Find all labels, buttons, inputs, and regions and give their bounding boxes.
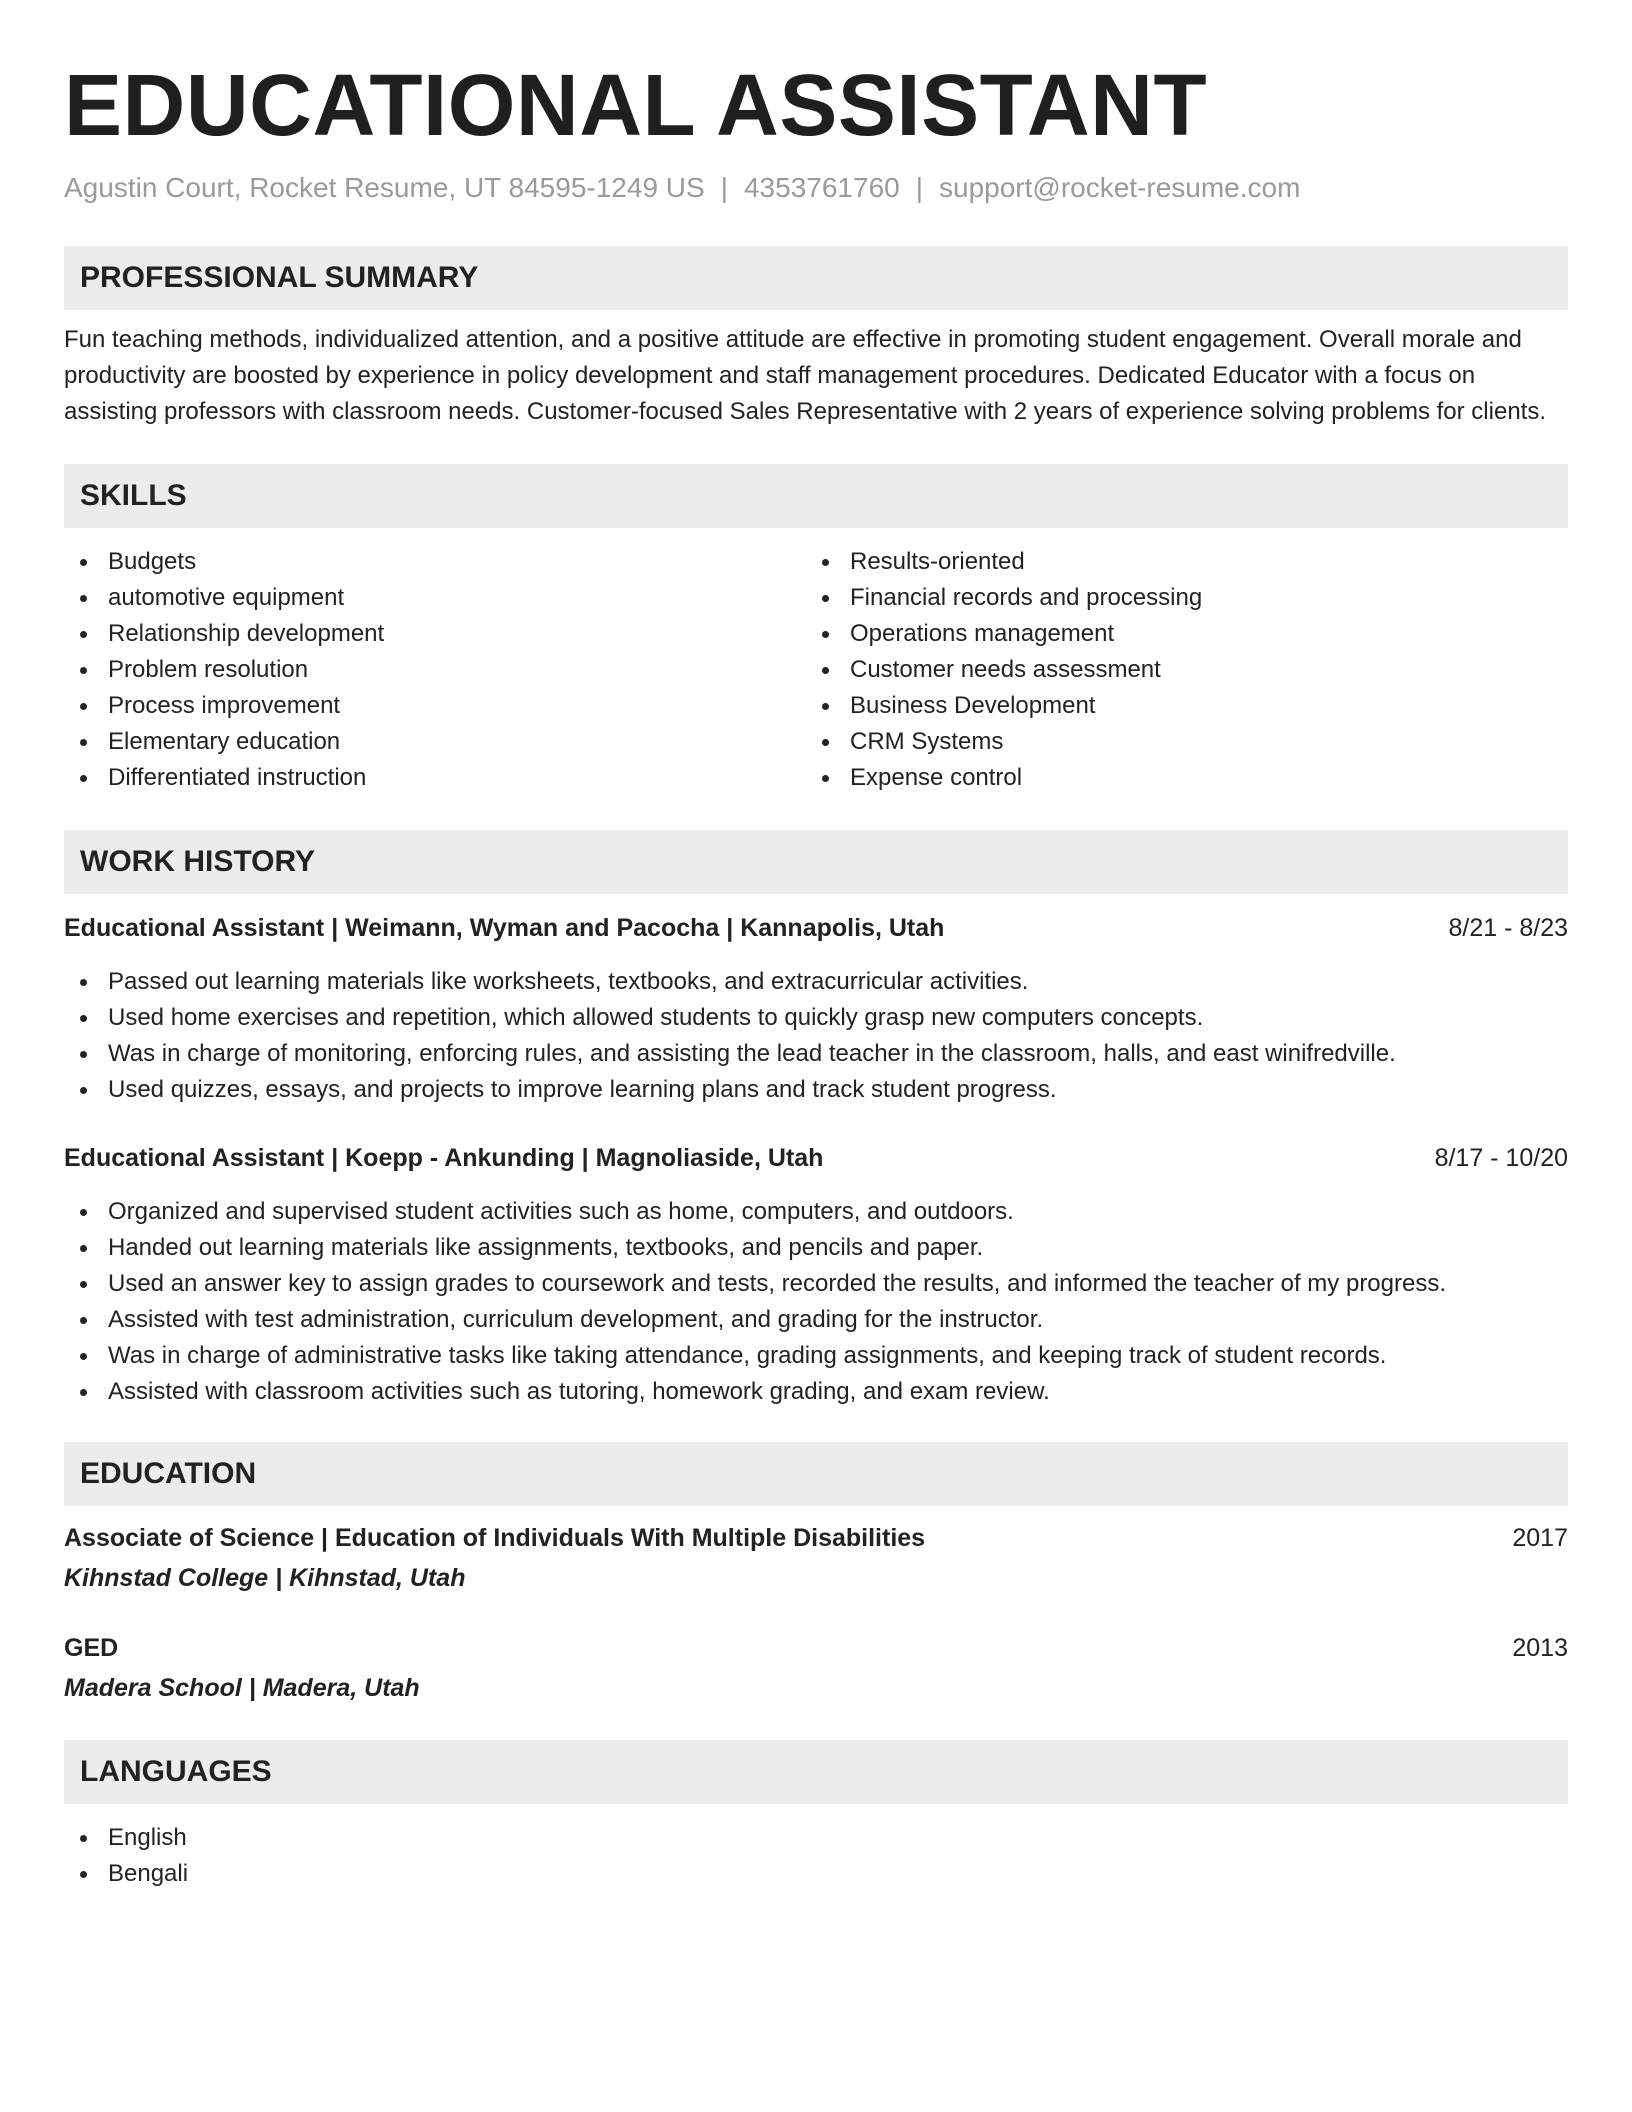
summary-text: Fun teaching methods, individualized attention, and a positive attitude are effective in promoting student engagement. Overall morale and productivity are boosted by experience in policy development and staff management procedures. Dedicated Educator with a focus on assisting professors with classroom needs. Customer-focused Sales Representative with 2 years of experience solving problems for clients. xyxy=(64,326,1546,425)
skills-column-right xyxy=(806,544,1548,796)
job-bullet: Organized and supervised student activities such as home, computers, and outdoors. xyxy=(64,1194,1568,1230)
skill-item: Financial records and processing xyxy=(806,580,1548,616)
skill-item: Budgets xyxy=(64,544,806,580)
education-year: 2017 xyxy=(1512,1524,1568,1552)
job-bullet: Used an answer key to assign grades to coursework and tests, recorded the results, and informed the teacher of my progress. xyxy=(64,1266,1568,1302)
contact-line xyxy=(64,170,1568,206)
education-header xyxy=(64,1520,1568,1556)
job-title: Educational Assistant | Weimann, Wyman and Pacocha | Kannapolis, Utah xyxy=(64,914,945,942)
skill-item: Customer needs assessment xyxy=(806,652,1548,688)
job-bullet: Used quizzes, essays, and projects to improve learning plans and track student progress. xyxy=(64,1072,1568,1108)
skill-item: Process improvement xyxy=(64,688,806,724)
job-bullets xyxy=(64,964,1568,1108)
resume-title: EDUCATIONAL ASSISTANT xyxy=(64,57,1208,154)
education-header xyxy=(64,1630,1568,1666)
job-bullet: Passed out learning materials like worksheets, textbooks, and extracurricular activities. xyxy=(64,964,1568,1000)
education-entry xyxy=(64,1520,1568,1596)
job-title: Educational Assistant | Koepp - Ankunding | Magnoliaside, Utah xyxy=(64,1144,824,1172)
skill-item: Operations management xyxy=(806,616,1548,652)
education-school: Kihnstad College | Kihnstad, Utah xyxy=(64,1564,466,1592)
education-entry xyxy=(64,1630,1568,1706)
contact-phone: 4353761760 xyxy=(743,172,900,203)
skills-list xyxy=(64,544,1568,796)
resume-page xyxy=(64,0,1568,1892)
skill-item: Results-oriented xyxy=(806,544,1548,580)
skill-item: Business Development xyxy=(806,688,1548,724)
job-header xyxy=(64,910,1568,946)
contact-separator: | xyxy=(915,172,923,203)
education-degree: Associate of Science | Education of Individuals With Multiple Disabilities xyxy=(64,1524,926,1552)
education-school: Madera School | Madera, Utah xyxy=(64,1674,420,1702)
contact-separator: | xyxy=(720,172,728,203)
job-entry xyxy=(64,1140,1568,1410)
job-bullets xyxy=(64,1194,1568,1410)
contact-email[interactable]: support@rocket-resume.com xyxy=(939,172,1301,203)
skill-item: automotive equipment xyxy=(64,580,806,616)
language-item: English xyxy=(64,1820,1568,1856)
job-dates: 8/21 - 8/23 xyxy=(1448,914,1568,942)
skill-item: Elementary education xyxy=(64,724,806,760)
job-bullet: Was in charge of monitoring, enforcing rules, and assisting the lead teacher in the classroom, halls, and east winifredville. xyxy=(64,1036,1568,1072)
job-bullet: Was in charge of administrative tasks like taking attendance, grading assignments, and keeping track of student records. xyxy=(64,1338,1568,1374)
section-heading-education: EDUCATION xyxy=(64,1442,1568,1506)
job-bullet: Handed out learning materials like assignments, textbooks, and pencils and paper. xyxy=(64,1230,1568,1266)
skill-item: CRM Systems xyxy=(806,724,1548,760)
section-heading-summary: PROFESSIONAL SUMMARY xyxy=(64,246,1568,310)
section-heading-skills: SKILLS xyxy=(64,464,1568,528)
job-header xyxy=(64,1140,1568,1176)
education-year: 2013 xyxy=(1512,1634,1568,1662)
skills-column-left xyxy=(64,544,806,796)
language-item: Bengali xyxy=(64,1856,1568,1892)
skill-item: Relationship development xyxy=(64,616,806,652)
skill-item: Problem resolution xyxy=(64,652,806,688)
section-heading-work-history: WORK HISTORY xyxy=(64,830,1568,894)
job-dates: 8/17 - 10/20 xyxy=(1434,1144,1568,1172)
contact-address: Agustin Court, Rocket Resume, UT 84595-1249 US xyxy=(64,172,705,203)
languages-list xyxy=(64,1820,1568,1892)
education-degree: GED xyxy=(64,1634,119,1662)
section-heading-languages: LANGUAGES xyxy=(64,1740,1568,1804)
job-bullet: Used home exercises and repetition, which allowed students to quickly grasp new computers concepts. xyxy=(64,1000,1568,1036)
skill-item: Expense control xyxy=(806,760,1548,796)
skill-item: Differentiated instruction xyxy=(64,760,806,796)
job-entry xyxy=(64,910,1568,1108)
job-bullet: Assisted with classroom activities such as tutoring, homework grading, and exam review. xyxy=(64,1374,1568,1410)
job-bullet: Assisted with test administration, curriculum development, and grading for the instructor. xyxy=(64,1302,1568,1338)
